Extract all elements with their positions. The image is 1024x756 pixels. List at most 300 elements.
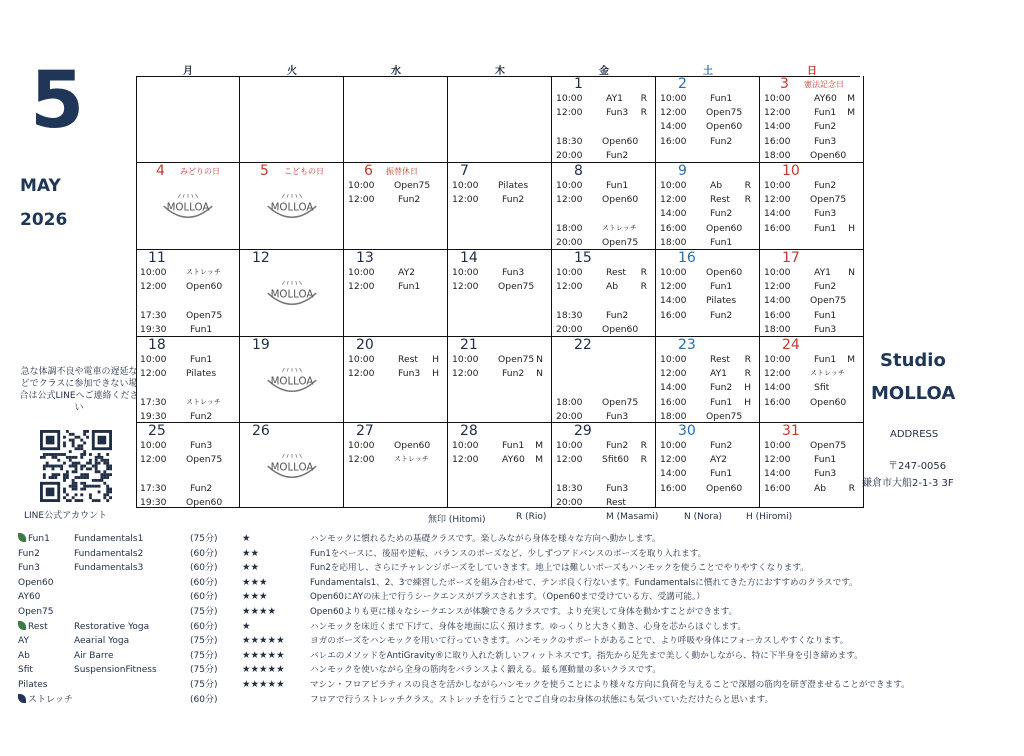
class-name: Pilates <box>186 368 217 380</box>
legend-abbr-text: Open60 <box>18 577 54 588</box>
calendar-day-cell <box>136 163 240 250</box>
class-time: 10:00 <box>452 354 479 365</box>
legend-abbr <box>18 590 40 604</box>
class-name: AY2 <box>710 454 728 466</box>
class-entry[interactable] <box>140 323 237 336</box>
class-time: 17:30 <box>140 309 167 321</box>
class-entry[interactable] <box>556 266 653 279</box>
calendar-day-cell <box>656 250 760 337</box>
svg-text:MOLLOA: MOLLOA <box>270 461 314 474</box>
class-entry[interactable] <box>660 236 757 249</box>
legend-duration: (60分) <box>190 694 218 705</box>
day-number: 11 <box>148 250 166 266</box>
legend-description: Fun2を応用し、さらにチャレンジポーズをしていきます。地上では難しいポーズもハンモックを使うことでやりやすくなります。 <box>310 563 809 574</box>
class-name: Fun1 <box>398 281 421 293</box>
class-time: 12:00 <box>764 281 791 293</box>
class-name: Open60 <box>706 222 743 234</box>
class-entry[interactable] <box>348 266 445 279</box>
class-time: 14:00 <box>764 208 791 220</box>
class-entry[interactable] <box>452 353 549 366</box>
class-entry[interactable] <box>556 496 653 508</box>
legend-duration: (75分) <box>190 534 218 544</box>
class-time: 16:00 <box>660 222 687 234</box>
class-name: Fun1 <box>710 236 733 248</box>
class-name: Fun1 <box>710 281 733 293</box>
legend-stars: ★★★★★ <box>242 664 285 676</box>
class-time: 10:00 <box>452 440 479 451</box>
class-time: 12:00 <box>660 281 687 293</box>
class-time: 10:00 <box>660 180 687 191</box>
class-entry[interactable] <box>348 280 445 293</box>
legend-row <box>18 620 1008 634</box>
class-entry[interactable] <box>660 453 757 466</box>
class-entry[interactable] <box>660 467 757 480</box>
legend-row <box>18 649 1008 663</box>
class-name: Open60 <box>186 281 223 293</box>
class-name: Fun1 <box>814 309 837 321</box>
class-name: Fun3 <box>606 107 629 119</box>
svg-text:MOLLOA: MOLLOA <box>270 201 314 214</box>
class-instructor: M <box>535 454 543 466</box>
calendar-day-cell <box>240 163 344 250</box>
legend-fullname: Restorative Yoga <box>74 621 150 632</box>
class-entry[interactable] <box>660 280 757 293</box>
calendar-day-cell <box>552 76 656 163</box>
calendar-day-cell <box>240 423 344 508</box>
class-entry[interactable] <box>660 193 757 206</box>
class-time: 16:00 <box>764 482 791 494</box>
day-number: 16 <box>678 250 696 266</box>
class-time: 10:00 <box>556 93 583 104</box>
class-name: Open60 <box>810 149 847 161</box>
legend-fullname: Fundamentals3 <box>74 563 144 574</box>
class-time: 10:00 <box>660 267 687 278</box>
day-number: 25 <box>148 423 166 439</box>
line-account-label: LINE公式アカウント <box>24 511 107 521</box>
class-entry[interactable] <box>660 135 757 148</box>
year: 2026 <box>20 210 68 230</box>
legend-stars: ★★★ <box>242 576 268 588</box>
legend-abbr <box>18 576 54 590</box>
class-entry[interactable] <box>348 193 445 206</box>
day-number: 2 <box>678 76 687 92</box>
class-name: Fun2 <box>190 482 213 494</box>
class-entry[interactable] <box>764 439 861 452</box>
calendar-day-cell <box>552 163 656 250</box>
legend-duration: (75分) <box>190 636 218 647</box>
class-time: 20:00 <box>556 410 583 422</box>
class-entry[interactable] <box>764 294 861 307</box>
class-name: Pilates <box>498 180 529 191</box>
class-entry[interactable] <box>764 193 861 206</box>
calendar-day-cell <box>760 163 864 250</box>
class-name: Open60 <box>186 496 223 508</box>
class-entry[interactable] <box>348 353 445 366</box>
class-time: 12:00 <box>556 107 583 119</box>
calendar-day-cell <box>240 337 344 423</box>
legend-duration: (60分) <box>190 548 218 559</box>
class-entry[interactable] <box>660 207 757 220</box>
class-entry[interactable] <box>348 367 445 380</box>
class-time: 10:00 <box>348 180 375 191</box>
class-entry[interactable] <box>764 207 861 220</box>
class-entry[interactable] <box>660 367 757 380</box>
class-time: 12:00 <box>556 281 583 293</box>
class-name: Open75 <box>602 396 639 408</box>
legend-stars: ★★★★ <box>242 606 277 617</box>
legend-row <box>18 693 1008 707</box>
class-entry[interactable] <box>764 467 861 480</box>
weekday-label: 土 <box>703 66 713 77</box>
class-entry[interactable] <box>556 453 653 466</box>
class-name: ストレッチ <box>186 268 221 276</box>
legend-duration: (60分) <box>190 577 218 588</box>
calendar-day-cell <box>552 423 656 508</box>
legend-fullname: SuspensionFitness <box>74 665 157 676</box>
class-name: ストレッチ <box>810 369 845 378</box>
class-entry[interactable] <box>348 179 445 192</box>
class-entry[interactable] <box>556 280 653 293</box>
class-entry[interactable] <box>660 120 757 133</box>
legend-abbr-text: Open75 <box>18 607 54 617</box>
weekday-header <box>136 62 860 76</box>
class-entry[interactable] <box>140 353 237 366</box>
qr-code-icon[interactable] <box>40 430 112 502</box>
class-name: AY1 <box>710 368 728 380</box>
class-time: 19:30 <box>140 410 167 422</box>
class-name: Open60 <box>394 440 431 451</box>
class-entry[interactable] <box>764 92 861 105</box>
class-entry[interactable] <box>140 410 237 423</box>
class-entry[interactable] <box>764 323 861 336</box>
class-entry[interactable] <box>140 453 237 466</box>
class-entry[interactable] <box>764 135 861 148</box>
class-name: AY2 <box>398 267 416 278</box>
legend-description: ヨガのポーズをハンモックを用いて行っていきます。ハンモックのサポートがあることで、より呼吸や身体にフォーカスしやすくなります。 <box>310 636 849 647</box>
day-number: 8 <box>574 163 583 179</box>
day-number: 24 <box>782 337 800 353</box>
calendar-day-cell <box>656 423 760 508</box>
class-name: Open75 <box>498 354 535 365</box>
class-time: 18:00 <box>764 323 791 335</box>
class-entry[interactable] <box>660 222 757 235</box>
class-entry[interactable] <box>556 396 653 409</box>
class-time: 12:00 <box>764 107 791 119</box>
class-entry[interactable] <box>556 193 653 206</box>
legend-description: Open60にAYの床上で行うシークエンスがプラスされます。（Open60まで受けている方、受講可能。） <box>310 592 705 603</box>
class-entry[interactable] <box>556 92 653 105</box>
class-entry[interactable] <box>660 396 757 409</box>
day-number: 28 <box>460 423 478 439</box>
class-entry[interactable] <box>556 179 653 192</box>
class-entry[interactable] <box>660 482 757 495</box>
day-number: 7 <box>460 163 469 179</box>
class-entry[interactable] <box>660 106 757 119</box>
class-entry[interactable] <box>556 149 653 162</box>
calendar-day-cell <box>448 250 552 337</box>
calendar-day-cell <box>344 163 448 250</box>
legend-row <box>18 634 1008 648</box>
calendar-day-cell <box>344 76 448 163</box>
class-time: 12:00 <box>764 454 791 466</box>
class-name: Sfit60 <box>602 454 629 466</box>
legend-description: Open60よりも更に様々なシークエンスが体験できるクラスです。より充実して身体を動かすことができます。 <box>310 607 738 617</box>
molloa-logo-icon <box>264 274 320 314</box>
class-name: Open75 <box>498 281 535 293</box>
class-entry[interactable] <box>452 179 549 192</box>
class-time: 16:00 <box>660 309 687 321</box>
legend-fullname: Fundamentals2 <box>74 548 144 559</box>
class-name: Fun1 <box>710 396 733 408</box>
legend-duration: (75分) <box>190 665 218 676</box>
class-entry[interactable] <box>764 353 861 366</box>
instructor-key-item: R (Rio) <box>516 512 547 522</box>
class-name: Fun2 <box>398 194 421 206</box>
class-name: Fun2 <box>710 135 733 147</box>
legend-abbr <box>18 605 54 619</box>
class-name: Fun2 <box>502 368 525 380</box>
class-entry[interactable] <box>660 266 757 279</box>
studio-name-line1: Studio <box>880 350 946 371</box>
class-time: 10:00 <box>764 180 791 191</box>
class-time: 12:00 <box>660 454 687 466</box>
class-entry[interactable] <box>764 149 861 162</box>
class-entry[interactable] <box>660 410 757 423</box>
legend-abbr <box>18 532 50 546</box>
class-time: 10:00 <box>140 440 167 451</box>
class-entry[interactable] <box>764 222 861 235</box>
class-entry[interactable] <box>764 266 861 279</box>
class-entry[interactable] <box>556 482 653 495</box>
class-time: 12:00 <box>348 454 375 466</box>
class-instructor: R <box>640 440 647 451</box>
class-entry[interactable] <box>764 367 861 380</box>
legend-abbr-text: Ab <box>18 650 30 661</box>
legend-stars: ★ <box>242 533 251 544</box>
class-name: Open75 <box>394 180 431 191</box>
day-number: 14 <box>460 250 478 266</box>
class-name: Open75 <box>810 194 847 206</box>
legend-duration: (75分) <box>190 650 218 661</box>
class-entry[interactable] <box>452 193 549 206</box>
class-entry[interactable] <box>140 367 237 380</box>
class-time: 10:00 <box>556 180 583 191</box>
legend-stars: ★★★ <box>242 591 268 603</box>
class-name: Fun1 <box>814 454 837 466</box>
class-entry[interactable] <box>660 353 757 366</box>
class-entry[interactable] <box>140 482 237 495</box>
class-time: 14:00 <box>764 121 791 133</box>
legend-duration: (75分) <box>190 607 218 617</box>
class-name: Fun2 <box>814 281 837 293</box>
class-time: 12:00 <box>452 281 479 293</box>
legend-description: マシン・フロアピラティスの良さを活かしながらハンモックを使うことにより様々な方向に負荷を与えることで深層の筋肉を研ぎ澄ませることができます。 <box>310 680 910 690</box>
class-entry[interactable] <box>764 309 861 322</box>
class-name: Open75 <box>186 454 223 466</box>
class-name: Fun3 <box>814 135 837 147</box>
class-entry[interactable] <box>764 396 861 409</box>
legend-stars: ★★★★★ <box>242 635 285 647</box>
class-entry[interactable] <box>556 439 653 452</box>
class-time: 12:00 <box>348 368 375 380</box>
class-instructor: R <box>848 482 855 494</box>
class-time: 18:00 <box>660 410 687 422</box>
class-instructor: R <box>744 180 751 191</box>
class-entry[interactable] <box>764 453 861 466</box>
class-time: 19:30 <box>140 323 167 335</box>
class-instructor: M <box>535 440 543 451</box>
class-entry[interactable] <box>452 266 549 279</box>
class-name: Fun2 <box>710 208 733 220</box>
class-entry[interactable] <box>764 280 861 293</box>
class-entry[interactable] <box>660 294 757 307</box>
class-entry[interactable] <box>348 439 445 452</box>
class-entry[interactable] <box>764 381 861 394</box>
class-name: Fun1 <box>814 222 837 234</box>
class-entry[interactable] <box>556 135 653 148</box>
calendar-day-cell <box>136 337 240 423</box>
class-name: Fun3 <box>814 323 837 335</box>
class-entry[interactable] <box>140 280 237 293</box>
day-number: 6 <box>364 163 373 179</box>
class-entry[interactable] <box>452 453 549 466</box>
class-time: 16:00 <box>660 135 687 147</box>
studio-name-line2: MOLLOA <box>871 383 956 404</box>
class-name: AY60 <box>502 454 525 466</box>
class-time: 12:00 <box>660 107 687 119</box>
class-entry[interactable] <box>660 381 757 394</box>
day-number: 20 <box>356 337 374 353</box>
class-entry[interactable] <box>556 323 653 336</box>
legend-description: Fundamentals1、2、3で練習したポーズを組み合わせて、テンポ良く行ないます。Fundamentalsに慣れてきた方におすすめのクラスです。 <box>310 577 858 588</box>
class-entry[interactable] <box>660 439 757 452</box>
legend-row <box>18 547 1008 561</box>
class-name: Fun3 <box>502 267 525 278</box>
class-name: Fun3 <box>814 468 837 480</box>
class-instructor: H <box>432 354 439 365</box>
class-entry[interactable] <box>452 367 549 380</box>
legend-abbr-text: Pilates <box>18 680 48 690</box>
legend-row <box>18 532 1008 546</box>
calendar-day-cell <box>448 76 552 163</box>
class-time: 10:00 <box>660 93 687 104</box>
class-name: Fun3 <box>606 410 629 422</box>
class-time: 16:00 <box>764 309 791 321</box>
class-entry[interactable] <box>556 222 653 235</box>
legend-abbr <box>18 547 40 561</box>
day-number: 10 <box>782 163 800 179</box>
class-name: Open75 <box>706 107 743 119</box>
class-entry[interactable] <box>140 266 237 279</box>
class-entry[interactable] <box>556 410 653 423</box>
instructor-key <box>428 512 858 524</box>
legend-description: Fun1をベースに、後屈や逆転、バランスのポーズなど、少しずつアドバンスのポーズを取り入れます。 <box>310 548 707 559</box>
class-entry[interactable] <box>140 439 237 452</box>
class-entry[interactable] <box>660 309 757 322</box>
class-name: Open60 <box>602 135 639 147</box>
class-entry[interactable] <box>140 396 237 409</box>
class-name: Sfit <box>814 382 830 394</box>
leaf-icon <box>18 533 26 542</box>
class-entry[interactable] <box>140 309 237 322</box>
class-time: 10:00 <box>556 267 583 278</box>
legend-row <box>18 561 1008 575</box>
day-number: 12 <box>252 250 270 266</box>
class-name: Ab <box>710 180 723 191</box>
day-number: 18 <box>148 337 166 353</box>
legend-stars: ★ <box>242 620 251 632</box>
holiday-label: 振替休日 <box>386 167 418 176</box>
class-name: Open60 <box>602 194 639 206</box>
class-name: ストレッチ <box>602 223 637 232</box>
class-name: Open75 <box>602 236 639 248</box>
class-entry[interactable] <box>348 453 445 466</box>
class-entry[interactable] <box>452 439 549 452</box>
class-time: 10:00 <box>348 267 375 278</box>
svg-text:MOLLOA: MOLLOA <box>270 288 314 301</box>
class-entry[interactable] <box>764 179 861 192</box>
class-time: 12:00 <box>140 281 167 293</box>
class-instructor: N <box>848 267 855 278</box>
class-time: 14:00 <box>764 468 791 480</box>
class-entry[interactable] <box>660 92 757 105</box>
calendar-day-cell <box>656 163 760 250</box>
legend-row <box>18 678 1008 692</box>
day-number: 31 <box>782 423 800 439</box>
calendar-day-cell <box>552 337 656 423</box>
legend-description: ハンモックを床近くまで下げて、身体を地面に広く預けます。ゆっくりと大きく動き、心身を芯からほぐします。 <box>310 621 747 632</box>
class-entry[interactable] <box>452 280 549 293</box>
class-entry[interactable] <box>764 120 861 133</box>
class-entry[interactable] <box>556 106 653 119</box>
class-entry[interactable] <box>764 106 861 119</box>
class-name: Fun2 <box>606 309 629 321</box>
legend-abbr <box>18 620 48 634</box>
class-time: 10:00 <box>140 354 167 365</box>
class-name: Open60 <box>706 121 743 133</box>
class-name: Fun2 <box>190 410 213 422</box>
class-entry[interactable] <box>556 236 653 249</box>
class-instructor: M <box>847 107 855 119</box>
legend-stars: ★★ <box>242 547 260 559</box>
class-time: 20:00 <box>556 149 583 161</box>
class-name: Fun2 <box>814 180 837 191</box>
class-name: Rest <box>710 194 731 206</box>
legend-abbr-text: AY60 <box>18 592 41 603</box>
class-instructor: R <box>640 93 647 104</box>
class-time: 16:00 <box>764 135 791 147</box>
day-number: 22 <box>574 337 592 353</box>
class-entry[interactable] <box>660 179 757 192</box>
class-time: 10:00 <box>764 354 791 365</box>
class-entry[interactable] <box>140 496 237 508</box>
legend-stars: ★★★★★ <box>242 649 285 661</box>
legend-abbr <box>18 663 33 677</box>
class-time: 12:00 <box>660 194 687 206</box>
legend-abbr <box>18 561 40 575</box>
class-entry[interactable] <box>764 482 861 495</box>
class-name: Open75 <box>186 309 223 321</box>
address-label: ADDRESS <box>890 429 939 440</box>
class-entry[interactable] <box>556 309 653 322</box>
class-name: Fun1 <box>190 323 213 335</box>
class-time: 10:00 <box>348 440 375 451</box>
class-time: 18:30 <box>556 309 583 321</box>
calendar-day-cell <box>136 76 240 163</box>
instructor-key-item: H (Hiromi) <box>746 512 793 522</box>
class-time: 18:30 <box>556 135 583 147</box>
class-time: 10:00 <box>764 267 791 278</box>
